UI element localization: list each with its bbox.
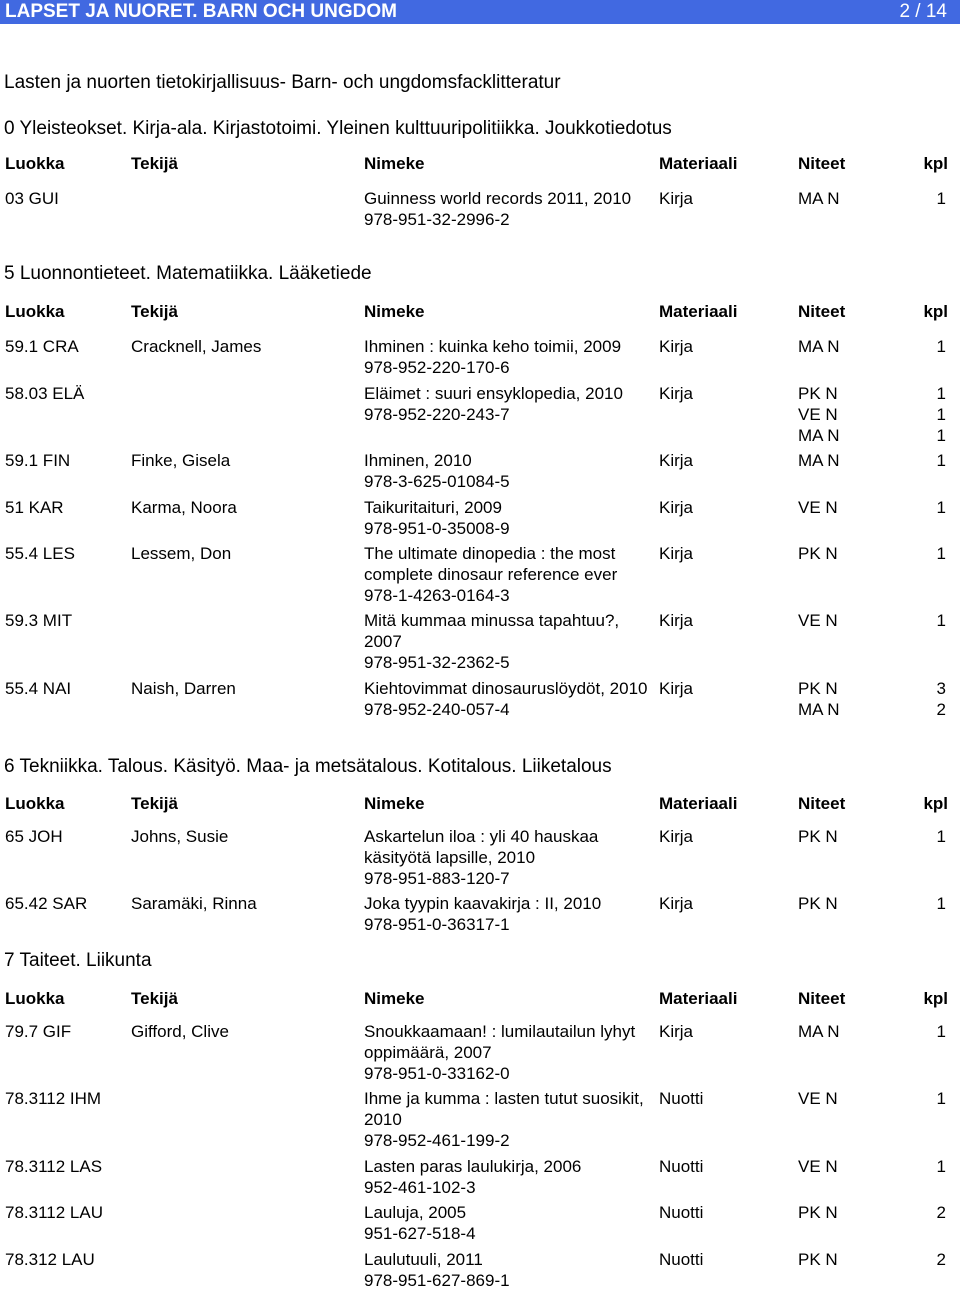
- row-title: Kiehtovimmat dinosauruslöydöt, 2010: [364, 679, 648, 698]
- column-header-materiaali: Materiaali: [659, 302, 738, 321]
- row-title: Ihminen, 2010: [364, 451, 472, 470]
- row-materiaali: Kirja: [659, 544, 694, 563]
- row-title: Eläimet : suuri ensyklopedia, 2010: [364, 384, 623, 403]
- section-title: 7 Taiteet. Liikunta: [4, 950, 152, 971]
- row-nimeke: [364, 1202, 649, 1244]
- row-nimeke: [364, 1156, 649, 1198]
- row-isbn: 978-951-627-869-1: [364, 1271, 510, 1290]
- row-kpl: [937, 543, 946, 564]
- column-header-nimeke: Nimeke: [364, 989, 425, 1008]
- holding-kpl: 1: [936, 1022, 946, 1041]
- row-nimeke: [364, 826, 649, 889]
- row-kpl: [937, 1156, 946, 1177]
- row-niteet: [798, 543, 838, 564]
- row-title: Taikuritaituri, 2009: [364, 498, 502, 517]
- holding-kpl: 1: [936, 611, 946, 630]
- holding-kpl: 2: [936, 1203, 946, 1222]
- row-materiaali: Kirja: [659, 611, 694, 630]
- row-luokka: 59.1 FIN: [5, 451, 71, 470]
- row-materiaali: Kirja: [659, 679, 694, 698]
- row-isbn: 978-951-0-33162-0: [364, 1064, 510, 1083]
- row-nimeke: [364, 678, 649, 720]
- row-isbn: 978-952-240-057-4: [364, 700, 510, 719]
- row-nimeke: [364, 1249, 649, 1291]
- row-isbn: 978-3-625-01084-5: [364, 472, 510, 491]
- row-kpl: [937, 1249, 946, 1270]
- row-title: Ihme ja kumma : lasten tutut suosikit, 2010: [364, 1089, 644, 1129]
- holding-niteet: VE N: [798, 1157, 838, 1176]
- row-isbn: 978-951-32-2996-2: [364, 210, 510, 229]
- row-materiaali: Kirja: [659, 827, 694, 846]
- row-materiaali: Kirja: [659, 1022, 694, 1041]
- row-luokka: 55.4 LES: [5, 544, 75, 563]
- row-tekija: Gifford, Clive: [131, 1022, 229, 1041]
- row-nimeke: [364, 893, 649, 935]
- holding-kpl: 1: [936, 405, 946, 424]
- column-header-nimeke: Nimeke: [364, 794, 425, 813]
- holding-niteet: VE N: [798, 1089, 838, 1108]
- row-luokka: 59.1 CRA: [5, 337, 79, 356]
- holding-niteet: PK N: [798, 827, 838, 846]
- row-isbn: 978-951-0-35008-9: [364, 519, 510, 538]
- holding-niteet: MA N: [798, 451, 840, 470]
- row-nimeke: [364, 450, 649, 492]
- section-title: 0 Yleisteokset. Kirja-ala. Kirjastotoimi. Yleinen kulttuuripolitiikka. Joukkotiedotus: [4, 118, 672, 139]
- column-header-kpl: kpl: [923, 154, 948, 173]
- row-luokka: 79.7 GIF: [5, 1022, 72, 1041]
- section-title: 6 Tekniikka. Talous. Käsityö. Maa- ja metsätalous. Kotitalous. Liiketalous: [4, 756, 612, 777]
- column-header-tekija: Tekijä: [131, 989, 178, 1008]
- row-tekija: Johns, Susie: [131, 827, 229, 846]
- row-kpl: [937, 610, 946, 631]
- column-header-materiaali: Materiaali: [659, 154, 738, 173]
- row-kpl: [937, 678, 946, 720]
- row-tekija: Lessem, Don: [131, 544, 232, 563]
- row-niteet: [798, 383, 840, 446]
- row-title: Mitä kummaa minussa tapahtuu?, 2007: [364, 611, 620, 651]
- row-materiaali: Kirja: [659, 894, 694, 913]
- row-materiaali: Kirja: [659, 337, 694, 356]
- row-luokka: 55.4 NAI: [5, 679, 72, 698]
- column-header-tekija: Tekijä: [131, 154, 178, 173]
- row-nimeke: [364, 610, 649, 673]
- holding-niteet: VE N: [798, 611, 838, 630]
- row-title: Guinness world records 2011, 2010: [364, 189, 632, 208]
- column-header-kpl: kpl: [923, 302, 948, 321]
- row-materiaali: Nuotti: [659, 1203, 704, 1222]
- row-title: Snoukkaamaan! : lumilautailun lyhyt oppimäärä, 2007: [364, 1022, 636, 1062]
- row-luokka: 78.3112 IHM: [5, 1089, 102, 1108]
- row-kpl: [937, 826, 946, 847]
- holding-niteet: PK N: [798, 894, 838, 913]
- row-niteet: [798, 188, 840, 209]
- holding-kpl: 1: [936, 426, 946, 445]
- row-title: Ihminen : kuinka keho toimii, 2009: [364, 337, 622, 356]
- row-niteet: [798, 1088, 838, 1109]
- column-header-kpl: kpl: [923, 989, 948, 1008]
- row-kpl: [937, 336, 946, 357]
- page-header: [0, 0, 960, 24]
- holding-kpl: 3: [936, 679, 946, 698]
- holding-niteet: MA N: [798, 700, 840, 719]
- row-materiaali: Nuotti: [659, 1157, 704, 1176]
- row-materiaali: Kirja: [659, 498, 694, 517]
- section-title: 5 Luonnontieteet. Matematiikka. Lääketiede: [4, 263, 372, 284]
- row-isbn: 978-952-220-170-6: [364, 358, 510, 377]
- holding-niteet: PK N: [798, 679, 838, 698]
- holding-kpl: 1: [936, 189, 946, 208]
- row-luokka: 59.3 MIT: [5, 611, 73, 630]
- row-title: Laulutuuli, 2011: [364, 1250, 483, 1269]
- holding-niteet: MA N: [798, 1022, 840, 1041]
- holding-niteet: PK N: [798, 1250, 838, 1269]
- row-title: Lasten paras laulukirja, 2006: [364, 1157, 582, 1176]
- holding-kpl: 1: [936, 1089, 946, 1108]
- holding-niteet: MA N: [798, 337, 840, 356]
- row-niteet: [798, 678, 840, 720]
- row-niteet: [798, 450, 840, 471]
- column-header-nimeke: Nimeke: [364, 154, 425, 173]
- holding-kpl: 2: [936, 700, 946, 719]
- holding-kpl: 1: [936, 384, 946, 403]
- row-nimeke: [364, 383, 649, 425]
- row-kpl: [937, 1202, 946, 1223]
- row-luokka: 03 GUI: [5, 189, 59, 208]
- row-kpl: [937, 1088, 946, 1109]
- row-materiaali: Kirja: [659, 384, 694, 403]
- column-header-luokka: Luokka: [5, 302, 65, 321]
- holding-niteet: VE N: [798, 405, 838, 424]
- row-niteet: [798, 893, 838, 914]
- row-luokka: 78.3112 LAS: [5, 1157, 103, 1176]
- column-header-niteet: Niteet: [798, 154, 846, 173]
- holding-niteet: MA N: [798, 426, 840, 445]
- column-header-luokka: Luokka: [5, 794, 65, 813]
- row-niteet: [798, 1021, 840, 1042]
- row-isbn: 952-461-102-3: [364, 1178, 476, 1197]
- row-tekija: Cracknell, James: [131, 337, 262, 356]
- row-nimeke: [364, 497, 649, 539]
- column-header-kpl: kpl: [923, 794, 948, 813]
- row-niteet: [798, 497, 838, 518]
- row-tekija: Finke, Gisela: [131, 451, 231, 470]
- row-materiaali: Nuotti: [659, 1250, 704, 1269]
- column-header-tekija: Tekijä: [131, 302, 178, 321]
- row-niteet: [798, 336, 840, 357]
- row-nimeke: [364, 1088, 649, 1151]
- holding-niteet: VE N: [798, 498, 838, 517]
- column-header-nimeke: Nimeke: [364, 302, 425, 321]
- holding-niteet: PK N: [798, 544, 838, 563]
- row-kpl: [937, 188, 946, 209]
- holding-kpl: 1: [936, 337, 946, 356]
- row-luokka: 65 JOH: [5, 827, 63, 846]
- row-materiaali: Kirja: [659, 189, 694, 208]
- holding-niteet: PK N: [798, 1203, 838, 1222]
- holding-kpl: 1: [936, 827, 946, 846]
- holding-kpl: 1: [936, 498, 946, 517]
- column-header-materiaali: Materiaali: [659, 794, 738, 813]
- row-luokka: 51 KAR: [5, 498, 64, 517]
- row-nimeke: [364, 1021, 649, 1084]
- row-kpl: [937, 497, 946, 518]
- holding-kpl: 2: [936, 1250, 946, 1269]
- row-niteet: [798, 1156, 838, 1177]
- row-title: Lauluja, 2005: [364, 1203, 467, 1222]
- row-nimeke: [364, 188, 649, 230]
- row-niteet: [798, 610, 838, 631]
- row-kpl: [937, 383, 946, 446]
- column-header-materiaali: Materiaali: [659, 989, 738, 1008]
- row-isbn: 978-951-0-36317-1: [364, 915, 510, 934]
- row-title: The ultimate dinopedia : the most complete dinosaur reference ever: [364, 544, 618, 584]
- row-niteet: [798, 826, 838, 847]
- row-isbn: 978-952-461-199-2: [364, 1131, 510, 1150]
- holding-kpl: 1: [936, 544, 946, 563]
- holding-niteet: PK N: [798, 384, 838, 403]
- row-isbn: 951-627-518-4: [364, 1224, 476, 1243]
- row-tekija: Naish, Darren: [131, 679, 236, 698]
- column-header-tekija: Tekijä: [131, 794, 178, 813]
- holding-kpl: 1: [936, 1157, 946, 1176]
- header-title: LAPSET JA NUORET. BARN OCH UNGDOM: [5, 1, 397, 22]
- holding-kpl: 1: [936, 894, 946, 913]
- row-tekija: Karma, Noora: [131, 498, 237, 517]
- row-materiaali: Kirja: [659, 451, 694, 470]
- row-luokka: 78.312 LAU: [5, 1250, 95, 1269]
- row-isbn: 978-951-883-120-7: [364, 869, 510, 888]
- main-title: Lasten ja nuorten tietokirjallisuus- Barn- och ungdomsfacklitteratur: [4, 72, 561, 93]
- row-luokka: 78.3112 LAU: [5, 1203, 103, 1222]
- column-header-niteet: Niteet: [798, 302, 846, 321]
- row-tekija: Saramäki, Rinna: [131, 894, 257, 913]
- row-nimeke: [364, 543, 649, 606]
- row-isbn: 978-951-32-2362-5: [364, 653, 510, 672]
- holding-niteet: MA N: [798, 189, 840, 208]
- row-kpl: [937, 1021, 946, 1042]
- row-kpl: [937, 450, 946, 471]
- row-nimeke: [364, 336, 649, 378]
- column-header-luokka: Luokka: [5, 154, 65, 173]
- column-header-niteet: Niteet: [798, 794, 846, 813]
- row-title: Askartelun iloa : yli 40 hauskaa käsityötä lapsille, 2010: [364, 827, 599, 867]
- column-header-luokka: Luokka: [5, 989, 65, 1008]
- row-niteet: [798, 1202, 838, 1223]
- column-header-niteet: Niteet: [798, 989, 846, 1008]
- row-luokka: 65.42 SAR: [5, 894, 88, 913]
- row-materiaali: Nuotti: [659, 1089, 704, 1108]
- holding-kpl: 1: [936, 451, 946, 470]
- row-luokka: 58.03 ELÄ: [5, 384, 85, 403]
- row-title: Joka tyypin kaavakirja : II, 2010: [364, 894, 602, 913]
- row-niteet: [798, 1249, 838, 1270]
- row-kpl: [937, 893, 946, 914]
- row-isbn: 978-952-220-243-7: [364, 405, 510, 424]
- page-number: 2 / 14: [899, 1, 947, 22]
- row-isbn: 978-1-4263-0164-3: [364, 586, 510, 605]
